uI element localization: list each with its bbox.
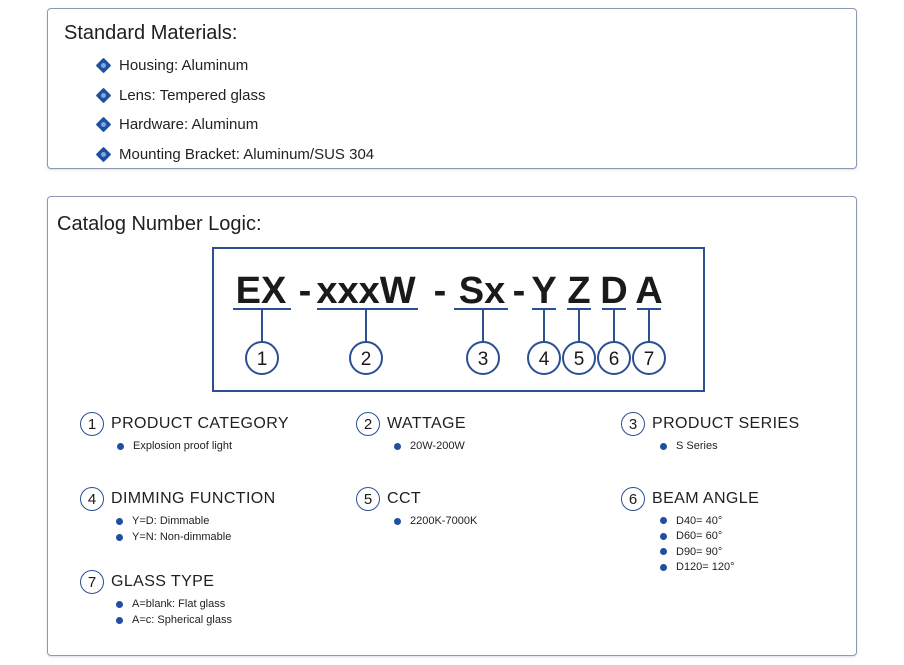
code-segment-beam: D (600, 270, 628, 312)
legend-dimming-function (80, 486, 276, 545)
dot-bullet-icon (117, 443, 124, 450)
dot-bullet-icon (660, 548, 667, 555)
diamond-bullet-icon (96, 117, 112, 133)
catalog-number-panel (47, 196, 857, 656)
legend-number-circle: 5 (356, 487, 380, 511)
dot-bullet-icon (116, 617, 123, 624)
legend-item (394, 513, 477, 529)
material-item-lens (96, 81, 374, 111)
legend-item-text: 20W-200W (410, 440, 465, 452)
code-segment-series: Sx (458, 270, 506, 312)
dot-bullet-icon (116, 601, 123, 608)
legend-title: GLASS TYPE (111, 573, 215, 590)
code-segment-ex: EX (235, 270, 287, 312)
code-segment-wattage: xxxW (316, 270, 416, 312)
code-number-6: 6 (608, 349, 620, 370)
legend-item (116, 612, 232, 628)
dot-bullet-icon (660, 564, 667, 571)
legend-product-series (621, 411, 800, 454)
legend-item (660, 513, 759, 529)
legend-number-circle: 3 (621, 412, 645, 436)
legend-item (660, 544, 759, 560)
legend-item (116, 596, 232, 612)
legend-cct (356, 486, 477, 529)
legend-beam-angle (621, 486, 759, 575)
code-separator: - (298, 270, 312, 312)
legend-item-text: Explosion proof light (133, 440, 233, 452)
material-item-label: Mounting Bracket: Aluminum/SUS 304 (119, 145, 375, 163)
legend-item (116, 529, 276, 545)
dot-bullet-icon (116, 534, 123, 541)
code-segment-glass: A (635, 270, 663, 312)
materials-list (96, 51, 374, 169)
legend-item-text: D40= 40° (676, 514, 723, 527)
legend-item-text: D90= 90° (676, 545, 723, 558)
material-item-mounting-bracket (96, 140, 374, 170)
code-segment-dimming: Y (531, 270, 557, 312)
legend-product-category (80, 411, 289, 454)
material-item-label: Lens: Tempered glass (119, 86, 266, 104)
catalog-code-graphic (214, 249, 703, 390)
legend-title: BEAM ANGLE (652, 490, 760, 507)
code-separator: - (512, 270, 526, 312)
legend-number-circle: 4 (80, 487, 104, 511)
legend-item (660, 529, 759, 545)
legend-item-text: A=c: Spherical glass (132, 614, 232, 626)
legend-glass-type (80, 569, 232, 628)
material-item-label: Housing: Aluminum (119, 57, 249, 75)
diamond-bullet-icon (96, 87, 112, 103)
legend-item (116, 513, 276, 529)
legend-item-text: 2200K-7000K (410, 515, 478, 527)
standard-materials-title: Standard Materials: (64, 22, 238, 44)
legend-title: WATTAGE (387, 415, 466, 432)
diamond-bullet-icon (96, 58, 112, 74)
catalog-code-diagram (212, 247, 705, 392)
code-number-5: 5 (573, 349, 585, 370)
legend-item (117, 438, 289, 454)
legend-title: DIMMING FUNCTION (111, 490, 276, 507)
code-number-2: 2 (360, 349, 372, 370)
dot-bullet-icon (394, 518, 401, 525)
legend-item (660, 438, 800, 454)
code-number-7: 7 (643, 349, 655, 370)
code-segment-cct: Z (567, 270, 591, 312)
legend-item-text: Y=D: Dimmable (132, 515, 210, 527)
code-number-3: 3 (477, 349, 489, 370)
legend-item-text: D120= 120° (676, 561, 735, 574)
legend-item (394, 438, 466, 454)
legend-number-circle: 2 (356, 412, 380, 436)
legend-title: CCT (387, 490, 422, 507)
material-item-label: Hardware: Aluminum (119, 116, 259, 134)
legend-title: PRODUCT CATEGORY (111, 415, 289, 432)
material-item-housing (96, 51, 374, 81)
standard-materials-panel (47, 8, 857, 169)
diamond-bullet-icon (96, 146, 112, 162)
legend-item-text: Y=N: Non-dimmable (132, 531, 232, 543)
legend-item-text: A=blank: Flat glass (132, 598, 226, 610)
code-separator: - (433, 270, 447, 312)
dot-bullet-icon (660, 443, 667, 450)
dot-bullet-icon (660, 517, 667, 524)
dot-bullet-icon (394, 443, 401, 450)
legend-item (660, 560, 759, 576)
code-number-4: 4 (538, 349, 550, 370)
legend-number-circle: 7 (80, 570, 104, 594)
legend-wattage (356, 411, 466, 454)
legend-number-circle: 1 (80, 412, 104, 436)
dot-bullet-icon (116, 518, 123, 525)
legend-title: PRODUCT SERIES (652, 415, 800, 432)
legend-item-text: D60= 60° (676, 530, 723, 543)
legend-number-circle: 6 (621, 487, 645, 511)
catalog-number-title: Catalog Number Logic: (57, 213, 262, 235)
code-number-1: 1 (256, 349, 268, 370)
dot-bullet-icon (660, 533, 667, 540)
legend-item-text: S Series (676, 440, 718, 452)
material-item-hardware (96, 110, 374, 140)
